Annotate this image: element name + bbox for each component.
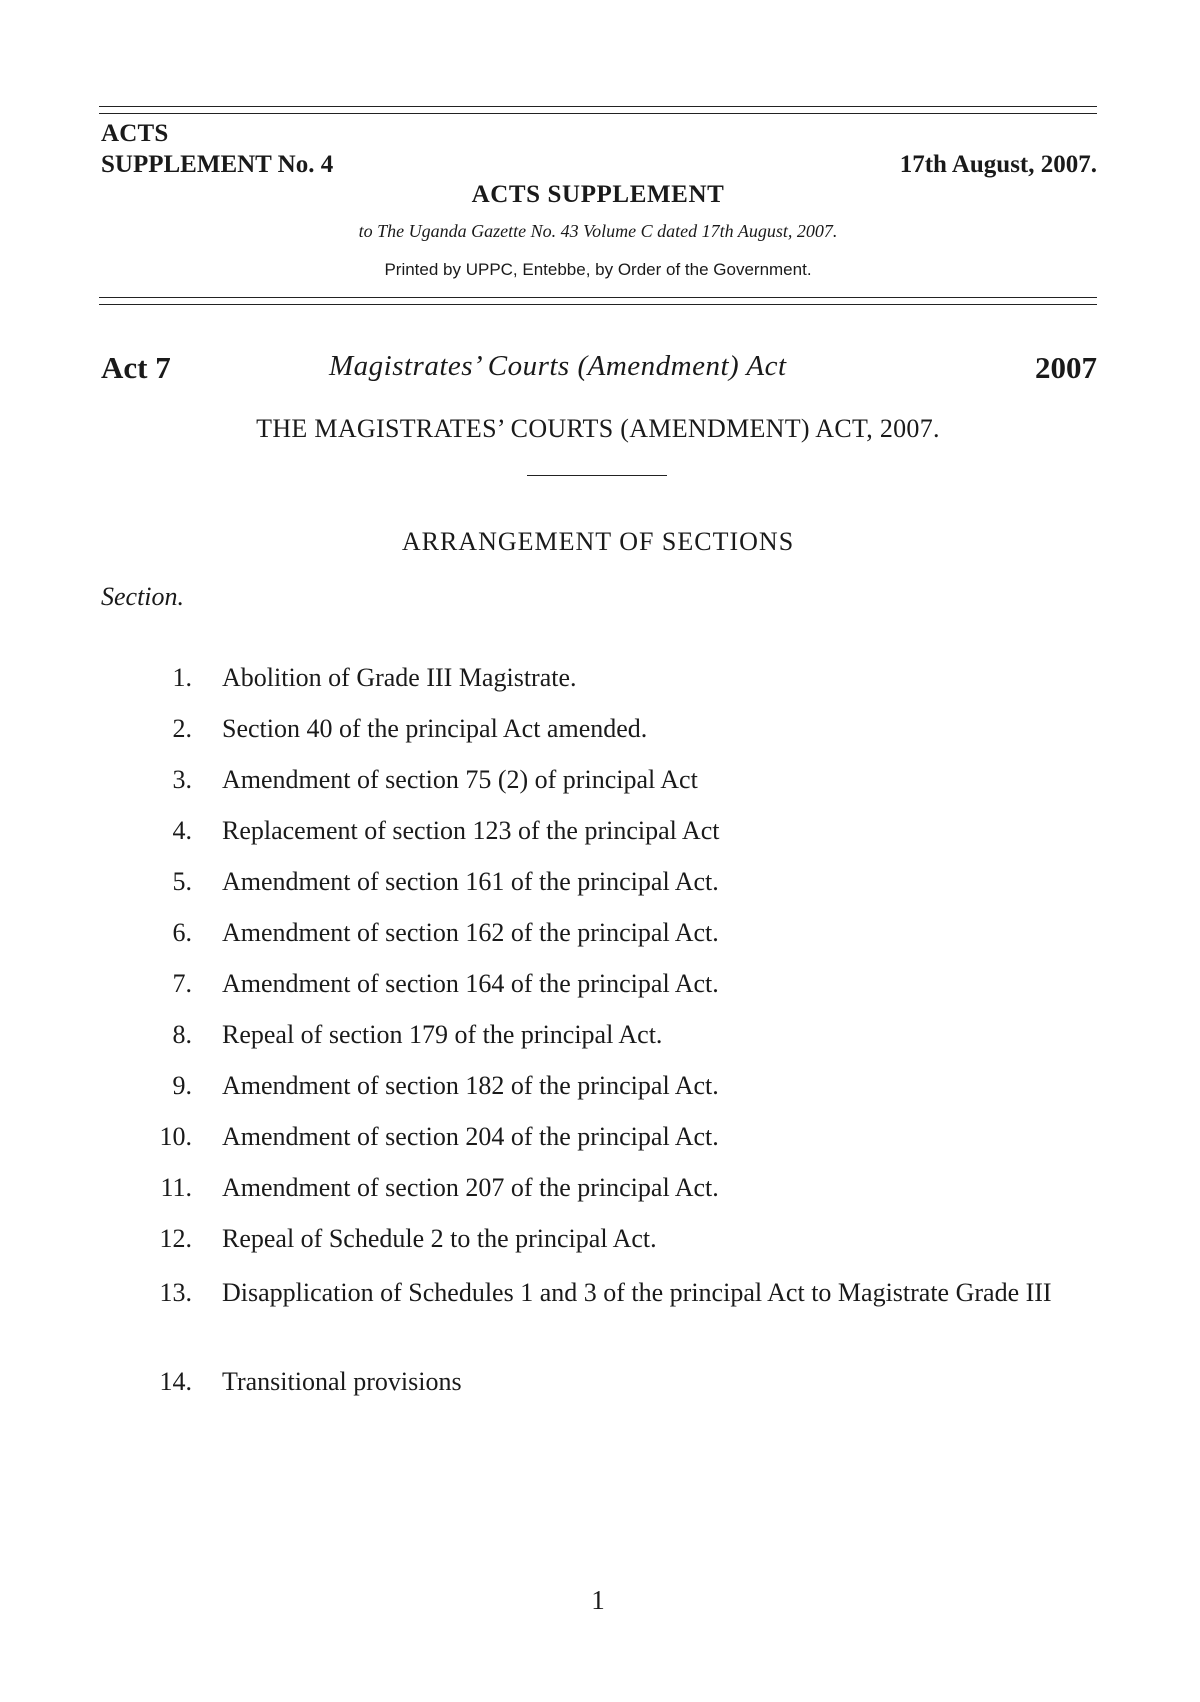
section-number: 4. xyxy=(172,816,192,845)
title-divider xyxy=(527,475,667,476)
section-title: Amendment of section 162 of the principal Act. xyxy=(222,918,719,947)
section-title: Abolition of Grade III Magistrate. xyxy=(222,663,577,692)
header-title: ACTS SUPPLEMENT xyxy=(471,181,725,208)
section-number: 11. xyxy=(160,1173,192,1202)
section-title: Amendment of section 161 of the principal Act. xyxy=(222,867,719,896)
header-rule-lower xyxy=(99,304,1097,305)
section-number: 14. xyxy=(159,1367,192,1396)
section-number: 3. xyxy=(172,765,192,794)
section-title: Repeal of section 179 of the principal Act. xyxy=(222,1020,663,1049)
section-number: 2. xyxy=(172,714,192,743)
section-number: 5. xyxy=(172,867,192,896)
section-title: Amendment of section 204 of the principal Act. xyxy=(222,1122,719,1151)
header-rule-upper xyxy=(99,297,1097,298)
section-title: Transitional provisions xyxy=(222,1367,462,1396)
section-number: 6. xyxy=(172,918,192,947)
section-number: 12. xyxy=(159,1224,192,1253)
header-printed-line: Printed by UPPC, Entebbe, by Order of the Government. xyxy=(384,260,812,279)
running-head xyxy=(99,350,1097,390)
act-year: 2007 xyxy=(1035,350,1097,385)
section-number: 8. xyxy=(172,1020,192,1049)
top-rule-upper xyxy=(99,106,1097,107)
section-column-label: Section. xyxy=(101,582,185,611)
section-title: Repeal of Schedule 2 to the principal Act. xyxy=(222,1224,657,1253)
header-date: 17th August, 2007. xyxy=(899,151,1097,178)
act-number: Act 7 xyxy=(101,350,171,385)
section-number: 7. xyxy=(172,969,192,998)
section-title: Section 40 of the principal Act amended. xyxy=(222,714,648,743)
header-acts: ACTS xyxy=(101,120,169,147)
document-page xyxy=(99,0,1097,1702)
page-number: 1 xyxy=(591,1585,605,1615)
section-title: Replacement of section 123 of the principal Act xyxy=(222,816,720,845)
header-gazette-line: to The Uganda Gazette No. 43 Volume C dated 17th August, 2007. xyxy=(358,221,838,241)
section-number: 13. xyxy=(159,1278,192,1307)
section-number: 10. xyxy=(159,1122,192,1151)
section-title: Amendment of section 164 of the principal Act. xyxy=(222,969,719,998)
header-supplement-number: SUPPLEMENT No. 4 xyxy=(101,151,334,178)
arrangement-heading: ARRANGEMENT OF SECTIONS xyxy=(401,527,795,556)
top-rule-lower xyxy=(99,113,1097,114)
section-title: Amendment of section 182 of the principal Act. xyxy=(222,1071,719,1100)
act-name: Magistrates’ Courts (Amendment) Act xyxy=(329,350,787,382)
section-number: 9. xyxy=(172,1071,192,1100)
section-title: Disapplication of Schedules 1 and 3 of the principal Act to Magistrate Grade III xyxy=(222,1278,1052,1307)
section-title: Amendment of section 75 (2) of principal Act xyxy=(222,765,698,794)
document-title: THE MAGISTRATES’ COURTS (AMENDMENT) ACT, 2007. xyxy=(256,414,940,443)
section-title: Amendment of section 207 of the principal Act. xyxy=(222,1173,719,1202)
section-number: 1. xyxy=(172,663,192,692)
